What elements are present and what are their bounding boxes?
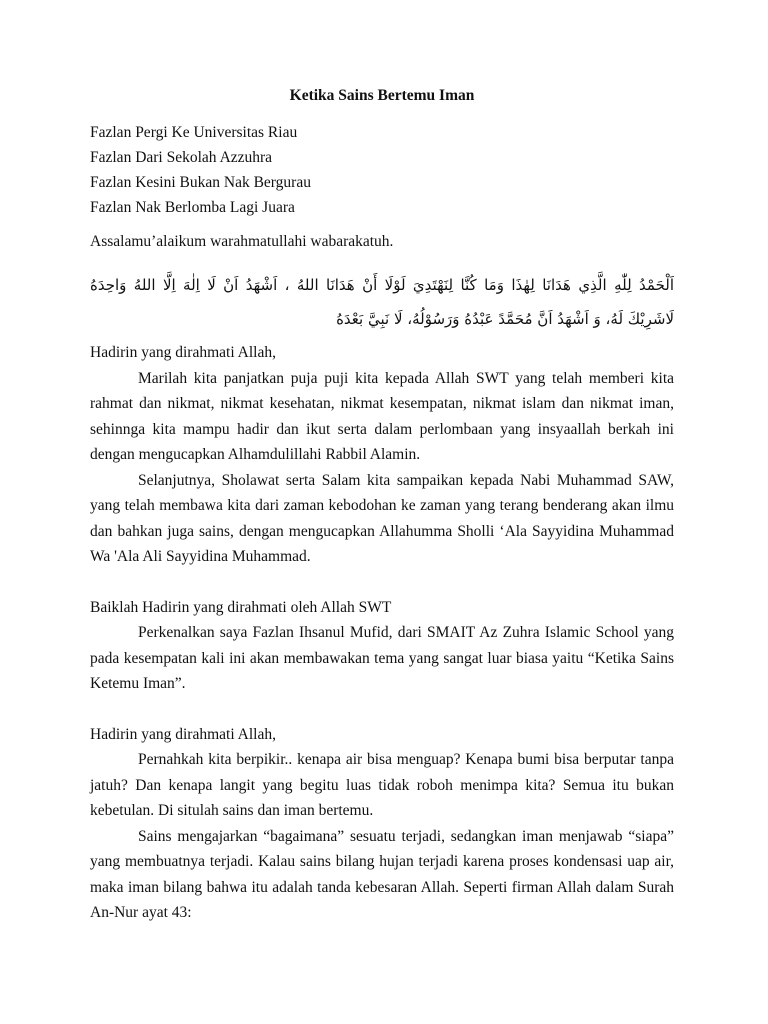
poem-line-2: Fazlan Dari Sekolah Azzuhra	[90, 149, 273, 166]
opening-greeting: Assalamu’alaikum warahmatullahi wabarakatuh.	[90, 233, 394, 250]
section2-heading: Baiklah Hadirin yang dirahmati oleh Allah SWT	[90, 598, 392, 616]
section1-paragraph-2: Selanjutnya, Sholawat serta Salam kita sampaikan kepada Nabi Muhammad SAW, yang telah membawa kita dari zaman kebodohan ke zaman yang terang benderang akan ilmu dan bahkan juga sains, dengan mengucapkan Allahumma Sholli ‘Ala Sayyidina Muhammad Wa 'Ala Ali Sayyidina Muhammad.	[90, 471, 674, 565]
poem-line-1: Fazlan Pergi Ke Universitas Riau	[90, 124, 298, 141]
section3-paragraph-1: Pernahkah kita berpikir.. kenapa air bisa menguap? Kenapa bumi bisa berputar tanpa jatuh? Dan kenapa langit yang begitu luas tidak roboh menimpa kita? Semua itu bukan kebetulan. Di situlah sains dan iman bertemu.	[90, 751, 674, 819]
document-title: Ketika Sains Bertemu Iman	[289, 87, 475, 104]
section1-paragraph-1: Marilah kita panjatkan puja puji kita kepada Allah SWT yang telah memberi kita rahmat dan nikmat, nikmat kesehatan, nikmat kesempatan, nikmat islam dan nikmat iman, sehinnga kita mampu hadir dan ikut serta dalam perlombaan yang insyaallah berkah ini dengan mengucapkan Alhamdulillahi Rabbil Alamin.	[90, 369, 674, 463]
poem-line-4: Fazlan Nak Berlomba Lagi Juara	[90, 199, 295, 216]
section2-paragraph-1: Perkenalkan saya Fazlan Ihsanul Mufid, dari SMAIT Az Zuhra Islamic School yang pada kesempatan kali ini akan membawakan tema yang sangat luar biasa yaitu “Ketika Sains Ketemu Iman”.	[90, 624, 674, 692]
arabic-opening-prayer: اَلْحَمْدُ لِلّٰهِ الَّذِي هَدَانَا لِهٰذَا وَمَا كُنَّا لِنَهْتَدِيَ لَوْلَا أَنْ هَدَانَا اللهُ ، اَشْهَدُ اَنْ لَا اِلٰهَ اِلَّا اللهُ وَاحِدَهُ لَاشَرِيْكَ لَهُ، وَ اَشْهَدُ اَنَّ مُحَمَّدً عَبْدُهُ وَرَسُوْلُهُ، لَا نَبِيَّ بَعْدَهُ	[90, 276, 674, 328]
section3-heading: Hadirin yang dirahmati Allah,	[90, 725, 276, 743]
section1-heading: Hadirin yang dirahmati Allah,	[90, 344, 276, 361]
document-page	[90, 84, 674, 926]
opening-poem	[90, 120, 674, 220]
section3-paragraph-2: Sains mengajarkan “bagaimana” sesuatu terjadi, sedangkan iman menjawab “siapa” yang membuatnya terjadi. Kalau sains bilang hujan terjadi karena proses kondensasi uap air, maka iman bilang bahwa itu adalah tanda kebesaran Allah. Seperti firman Allah dalam Surah An-Nur ayat 43:	[90, 827, 674, 921]
poem-line-3: Fazlan Kesini Bukan Nak Bergurau	[90, 174, 311, 191]
